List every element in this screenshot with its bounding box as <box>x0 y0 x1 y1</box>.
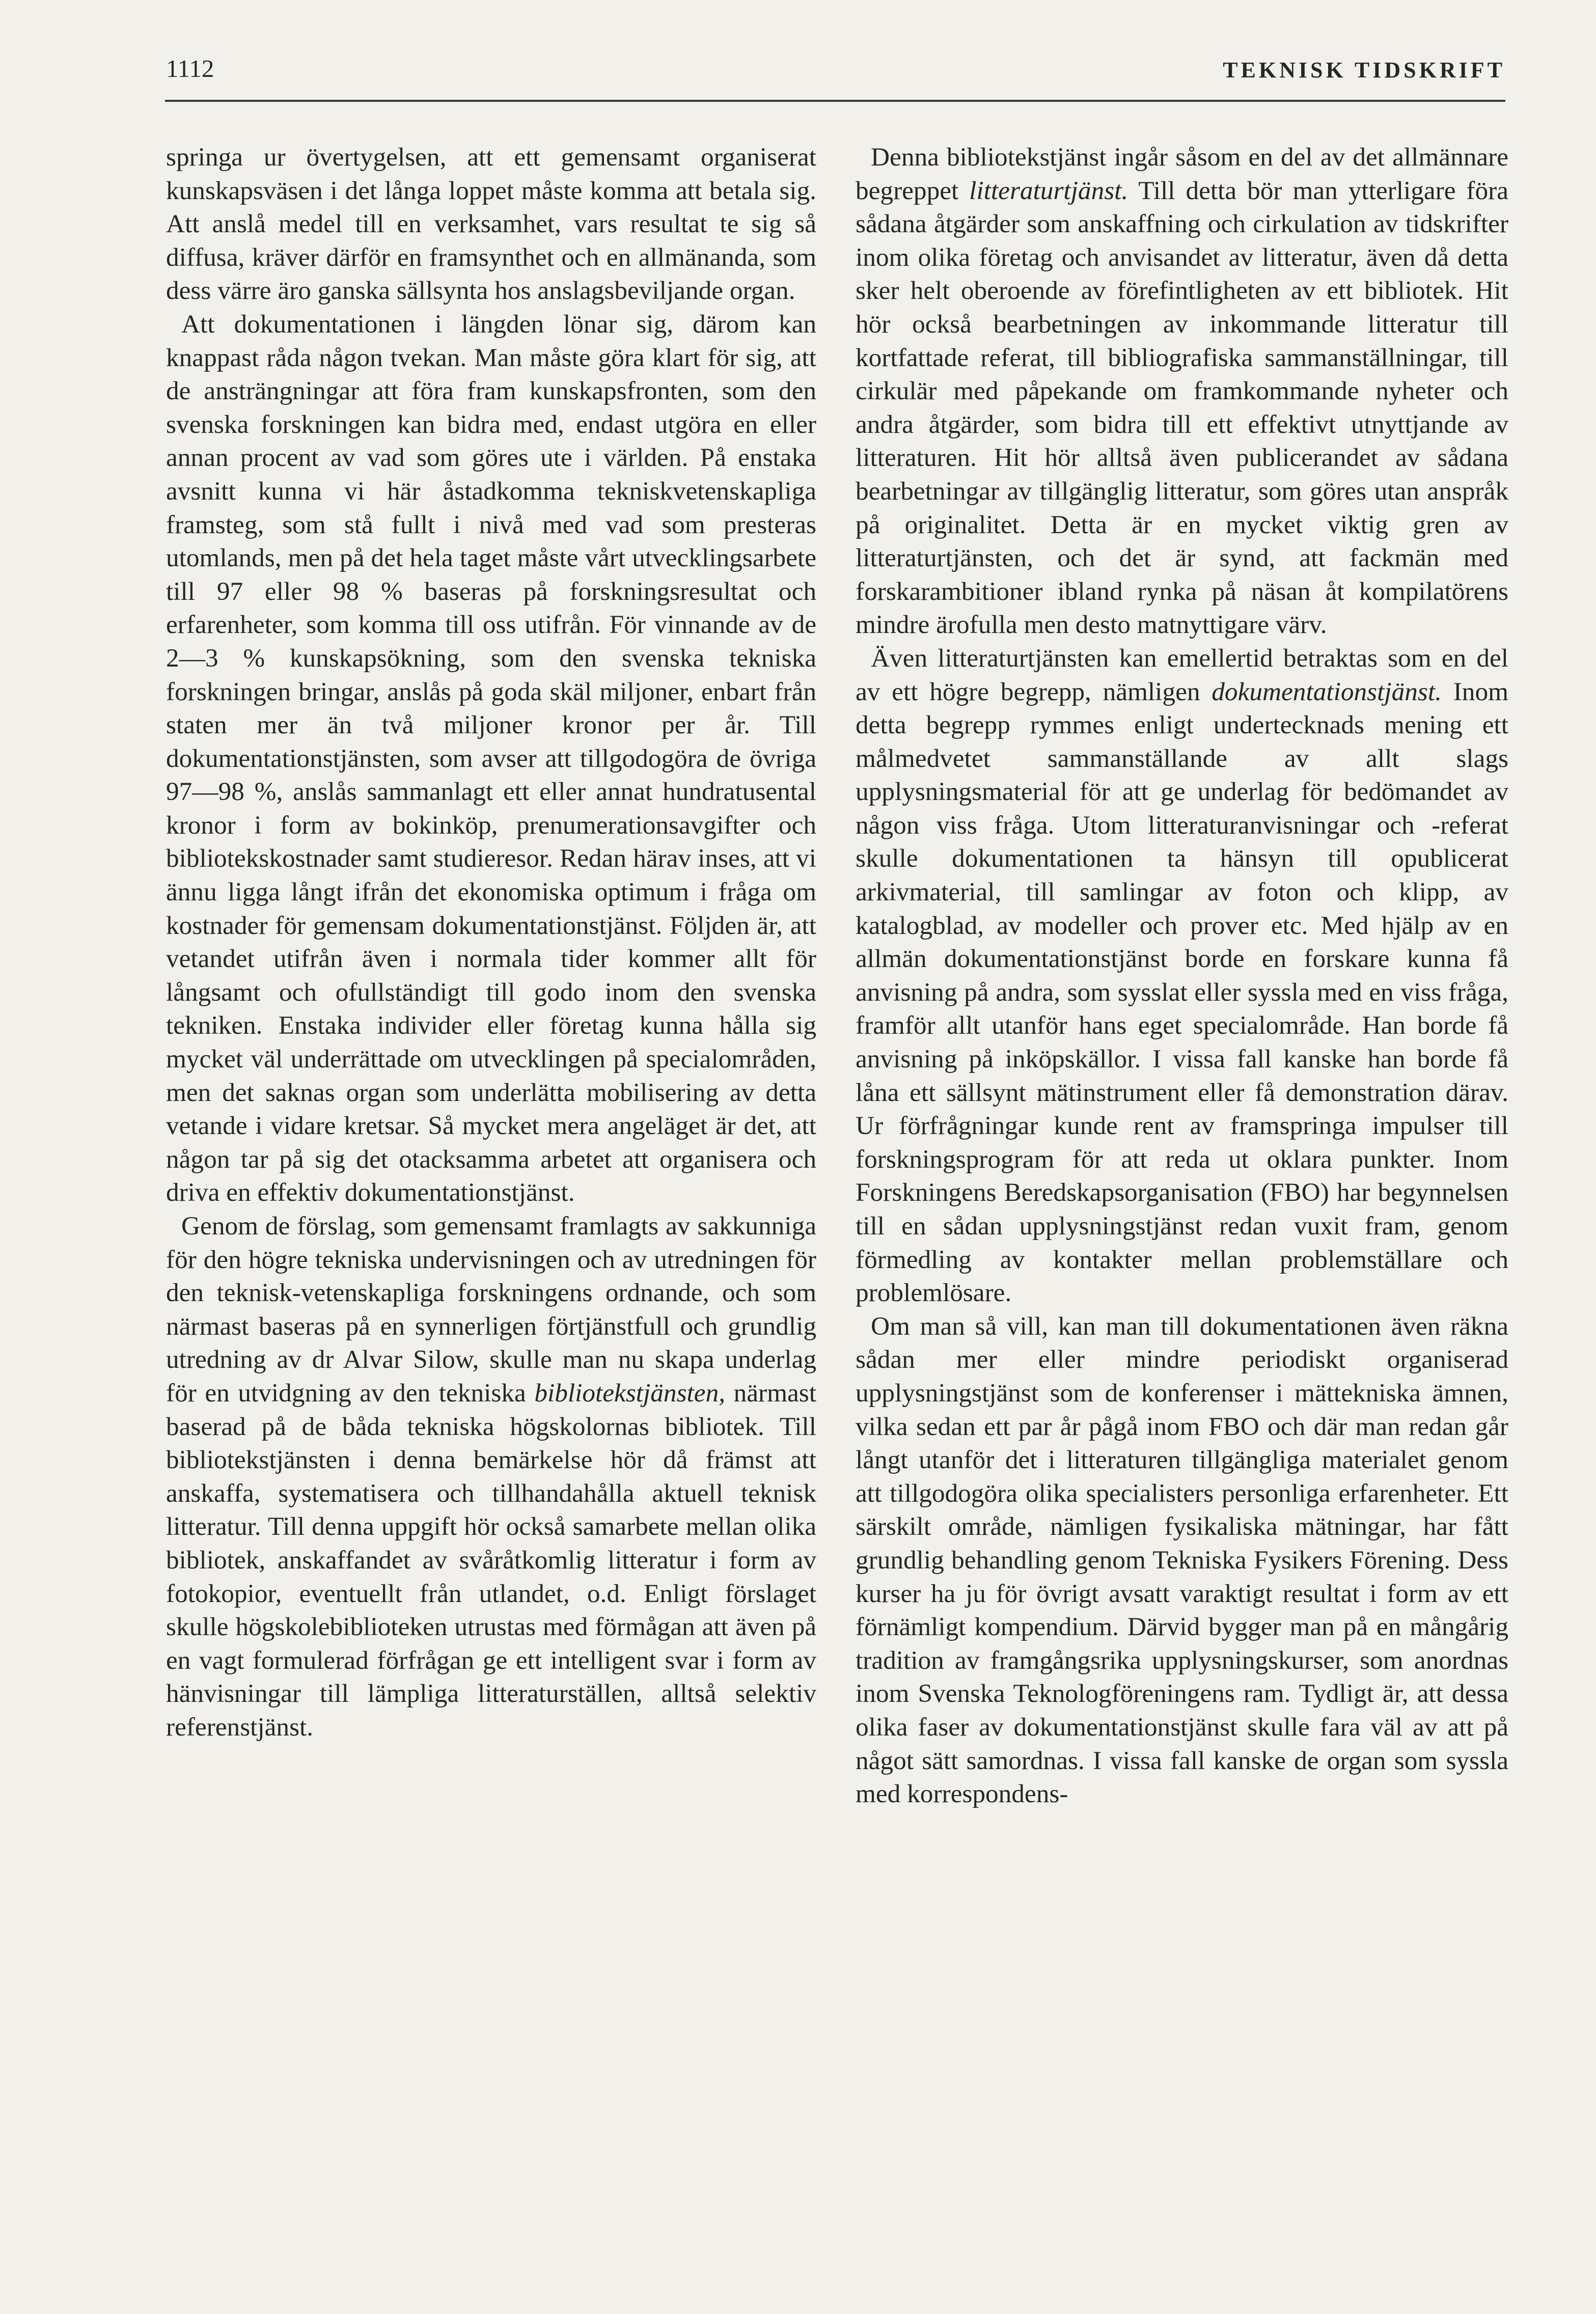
right-column <box>856 141 1508 1811</box>
paragraph-4-part-a: Denna bibliotekstjänst ingår såsom en del av det allmännare begreppet <box>856 143 1508 205</box>
paragraph-4 <box>856 141 1508 642</box>
term-bibliotekstjansten: bibliotekstjänsten, <box>534 1378 726 1408</box>
paragraph-6: Om man så vill, kan man till dokumentationen även räkna sådan mer eller mindre periodiskt organiserad upplysningstjänst som de konferenser i mättekniska ämnen, vilka sedan ett par år pågå inom FBO och där man redan går långt utanför det i litteraturen tillgängliga materialet genom att tillgodogöra olika specialisters personliga erfarenheter. Ett särskilt område, nämligen fysikaliska mätningar, har fått grundlig behandling genom Tekniska Fysikers Förening. Dess kurser ha ju för övrigt avsatt varaktigt resultat i form av ett förnämligt kompendium. Därvid bygger man på en mångårig tradition av framgångsrika upplysningskurser, som anordnas inom Svenska Teknologföreningens ram. Tydligt är, att dessa olika faser av dokumentationstjänst skulle fara väl av att på något sätt samordnas. I vissa fall kanske de organ som syssla med korrespondens- <box>856 1311 1508 1809</box>
paragraph-3 <box>166 1209 816 1744</box>
paragraph-5-part-a: Även litteraturtjänsten kan emellertid betraktas som en del av ett högre begrepp, nämligen <box>856 643 1508 706</box>
paragraph-3-part-b: närmast baserad på de båda tekniska högskolornas bibliotek. Till bibliotekstjänsten i denna bemärkelse hör då främst att anskaffa, systematisera och tillhandahålla aktuell teknisk litteratur. Till denna uppgift hör också samarbete mellan olika bibliotek, anskaffandet av svåråtkomlig litteratur i form av fotokopior, eventuellt från utlandet, o.d. Enligt förslaget skulle högskolebiblioteken utrustas med förmågan att även på en vagt formulerad förfrågan ge ett intelligent svar i form av hänvisningar till lämpliga litteraturställen, alltså selektiv referenstjänst. <box>166 1378 816 1742</box>
paragraph-3-part-a: Genom de förslag, som gemensamt framlagts av sakkunniga för den högre tekniska undervisningen och av utredningen för den teknisk-vetenskapliga forskningens ordnande, och som närmast baseras på en synnerligen förtjänstfull och grundlig utredning av dr Alvar Silow, skulle man nu skapa underlag för en utvidgning av den tekniska <box>166 1211 816 1408</box>
paragraph-4-part-b: Till detta bör man ytterligare föra sådana åtgärder som anskaffning och cirkulation av tidskrifter inom olika företag och anvisandet av litteratur, även då detta sker helt oberoende av förefintligheten av ett bibliotek. Hit hör också bearbetningen av inkommande litteratur till kortfattade referat, till bibliografiska sammanställningar, till cirkulär med påpekande om framkommande nyheter och andra åtgärder, som bidra till ett effektivt utnyttjande av litteraturen. Hit hör alltså även publicerandet av sådana bearbetningar av tillgänglig litteratur, som göres utan anspråk på originalitet. Detta är en mycket viktig gren av litteraturtjänsten, och det är synd, att fackmän med forskarambitioner ibland rynka på näsan åt kompilatörens mindre ärofulla men desto matnyttigare värv. <box>856 176 1508 640</box>
term-dokumentationstjanst: dokumentationstjänst. <box>1212 677 1442 706</box>
paragraph-5-part-b: Inom detta begrepp rymmes enligt undertecknads mening ett målmedvetet sammanställande av allt slags upplysningsmaterial för att ge underlag för bedömandet av någon viss fråga. Utom litteraturanvisningar och -referat skulle dokumentationen ta hänsyn till opublicerat arkivmaterial, till samlingar av foton och klipp, av katalogblad, av modeller och prover etc. Med hjälp av en allmän dokumentationstjänst borde en forskare kunna få anvisning på andra, som sysslat eller syssla med en viss fråga, framför allt utanför hans eget specialområde. Han borde få anvisning på inköpskällor. I vissa fall kanske han borde få låna ett sällsynt mätinstrument eller få demonstration därav. Ur förfrågningar kunde rent av framspringa impulser till forskningsprogram för att reda ut oklara punkter. Inom Forskningens Beredskapsorganisation (FBO) har begynnelsen till en sådan upplysningstjänst redan vuxit fram, genom förmedling av kontakter mellan problemställare och problemlösare. <box>856 677 1509 1308</box>
term-litteraturtjanst: litteraturtjänst. <box>969 176 1129 205</box>
paragraph-2: Att dokumentationen i längden lönar sig, därom kan knappast råda någon tvekan. Man måste göra klart för sig, att de ansträngningar att föra fram kunskapsfronten, som den svenska forskningen kan bidra med, endast utgöra en eller annan procent av vad som göres ute i världen. På enstaka avsnitt kunna vi här åstadkomma tekniskvetenskapliga framsteg, som stå fullt i nivå med vad som presteras utomlands, men på det hela taget måste vårt utvecklingsarbete till 97 eller 98 % baseras på forskningsresultat och erfarenheter, som komma till oss utifrån. För vinnande av de 2—3 % kunskapsökning, som den svenska tekniska forskningen bringar, anslås på goda skäl miljoner, enbart från staten mer än två miljoner kronor per år. Till dokumentationstjänsten, som avser att tillgodogöra de övriga 97—98 %, anslås sammanlagt ett eller annat hundratusental kronor i form av bokinköp, prenumerationsavgifter och bibliotekskostnader samt studieresor. Redan härav inses, att vi ännu ligga långt ifrån det ekonomiska optimum i fråga om kostnader för gemensam dokumentationstjänst. Följden är, att vetandet utifrån även i normala tider kommer allt för långsamt och ofullständigt till godo inom den svenska tekniken. Enstaka individer eller företag kunna hålla sig mycket väl underrättade om utvecklingen på specialområden, men det saknas organ som underlätta mobilisering av detta vetande i vidare kretsar. Så mycket mera angeläget är det, att någon tar på sig det otacksamma arbetet att organisera och driva en effektiv dokumentationstjänst. <box>166 309 816 1207</box>
paragraph-1: springa ur övertygelsen, att ett gemensamt organiserat kunskapsväsen i det långa loppet måste komma att betala sig. Att anslå medel till en verksamhet, vars resultat te sig så diffusa, kräver därför en framsynthet och en allmänanda, som dess värre äro ganska sällsynta hos anslagsbeviljande organ. <box>166 143 816 306</box>
running-head: TEKNISK TIDSKRIFT <box>1223 58 1505 82</box>
left-column <box>166 141 816 1744</box>
header-rule <box>165 100 1505 102</box>
page-number: 1112 <box>166 54 214 82</box>
paragraph-5 <box>856 642 1508 1310</box>
